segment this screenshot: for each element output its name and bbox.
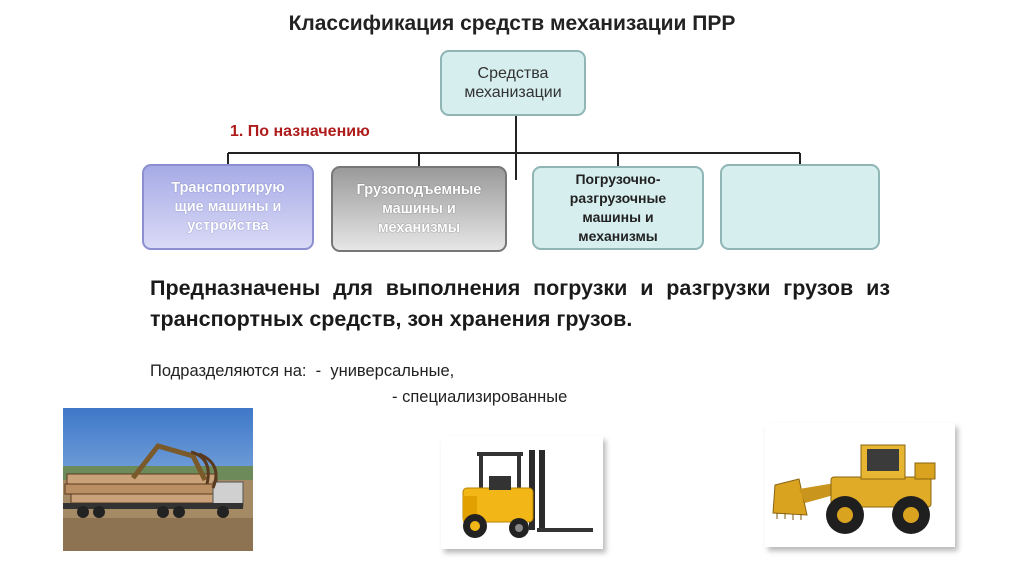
- forklift-photo: [441, 436, 603, 549]
- category-line: устройства: [187, 217, 269, 234]
- category-lifting: [331, 166, 507, 252]
- root-line: механизации: [464, 84, 562, 101]
- category-loading-unloading: [532, 166, 704, 250]
- category-line: машины и: [582, 209, 654, 225]
- root-line: Средства: [477, 65, 549, 82]
- root-node: [440, 50, 586, 116]
- category-line: щие машины и: [174, 198, 282, 215]
- category-line: механизмы: [377, 219, 461, 236]
- subdivision-second: - специализированные: [392, 388, 568, 406]
- wheel-loader-photo: [765, 423, 955, 547]
- category-line: механизмы: [578, 228, 658, 244]
- log-loader-photo: [63, 408, 253, 551]
- category-line: Грузоподъемные: [356, 181, 482, 198]
- category-line: машины и: [382, 200, 456, 217]
- page-title: Классификация средств механизации ПРР: [288, 12, 736, 35]
- category-transport: [142, 164, 314, 250]
- description-text: Предназначены для выполнения погрузки и разгрузки грузов из транспортных средств, зон хранения грузов.: [150, 276, 890, 331]
- category-empty: [720, 164, 880, 250]
- category-line: разгрузочные: [569, 190, 667, 206]
- category-line: Погрузочно-: [575, 171, 661, 187]
- category-line: Транспортирую: [171, 179, 285, 196]
- subdivision-intro: Подразделяются на: - универсальные,: [150, 362, 455, 380]
- branch-label: 1. По назначению: [230, 123, 370, 140]
